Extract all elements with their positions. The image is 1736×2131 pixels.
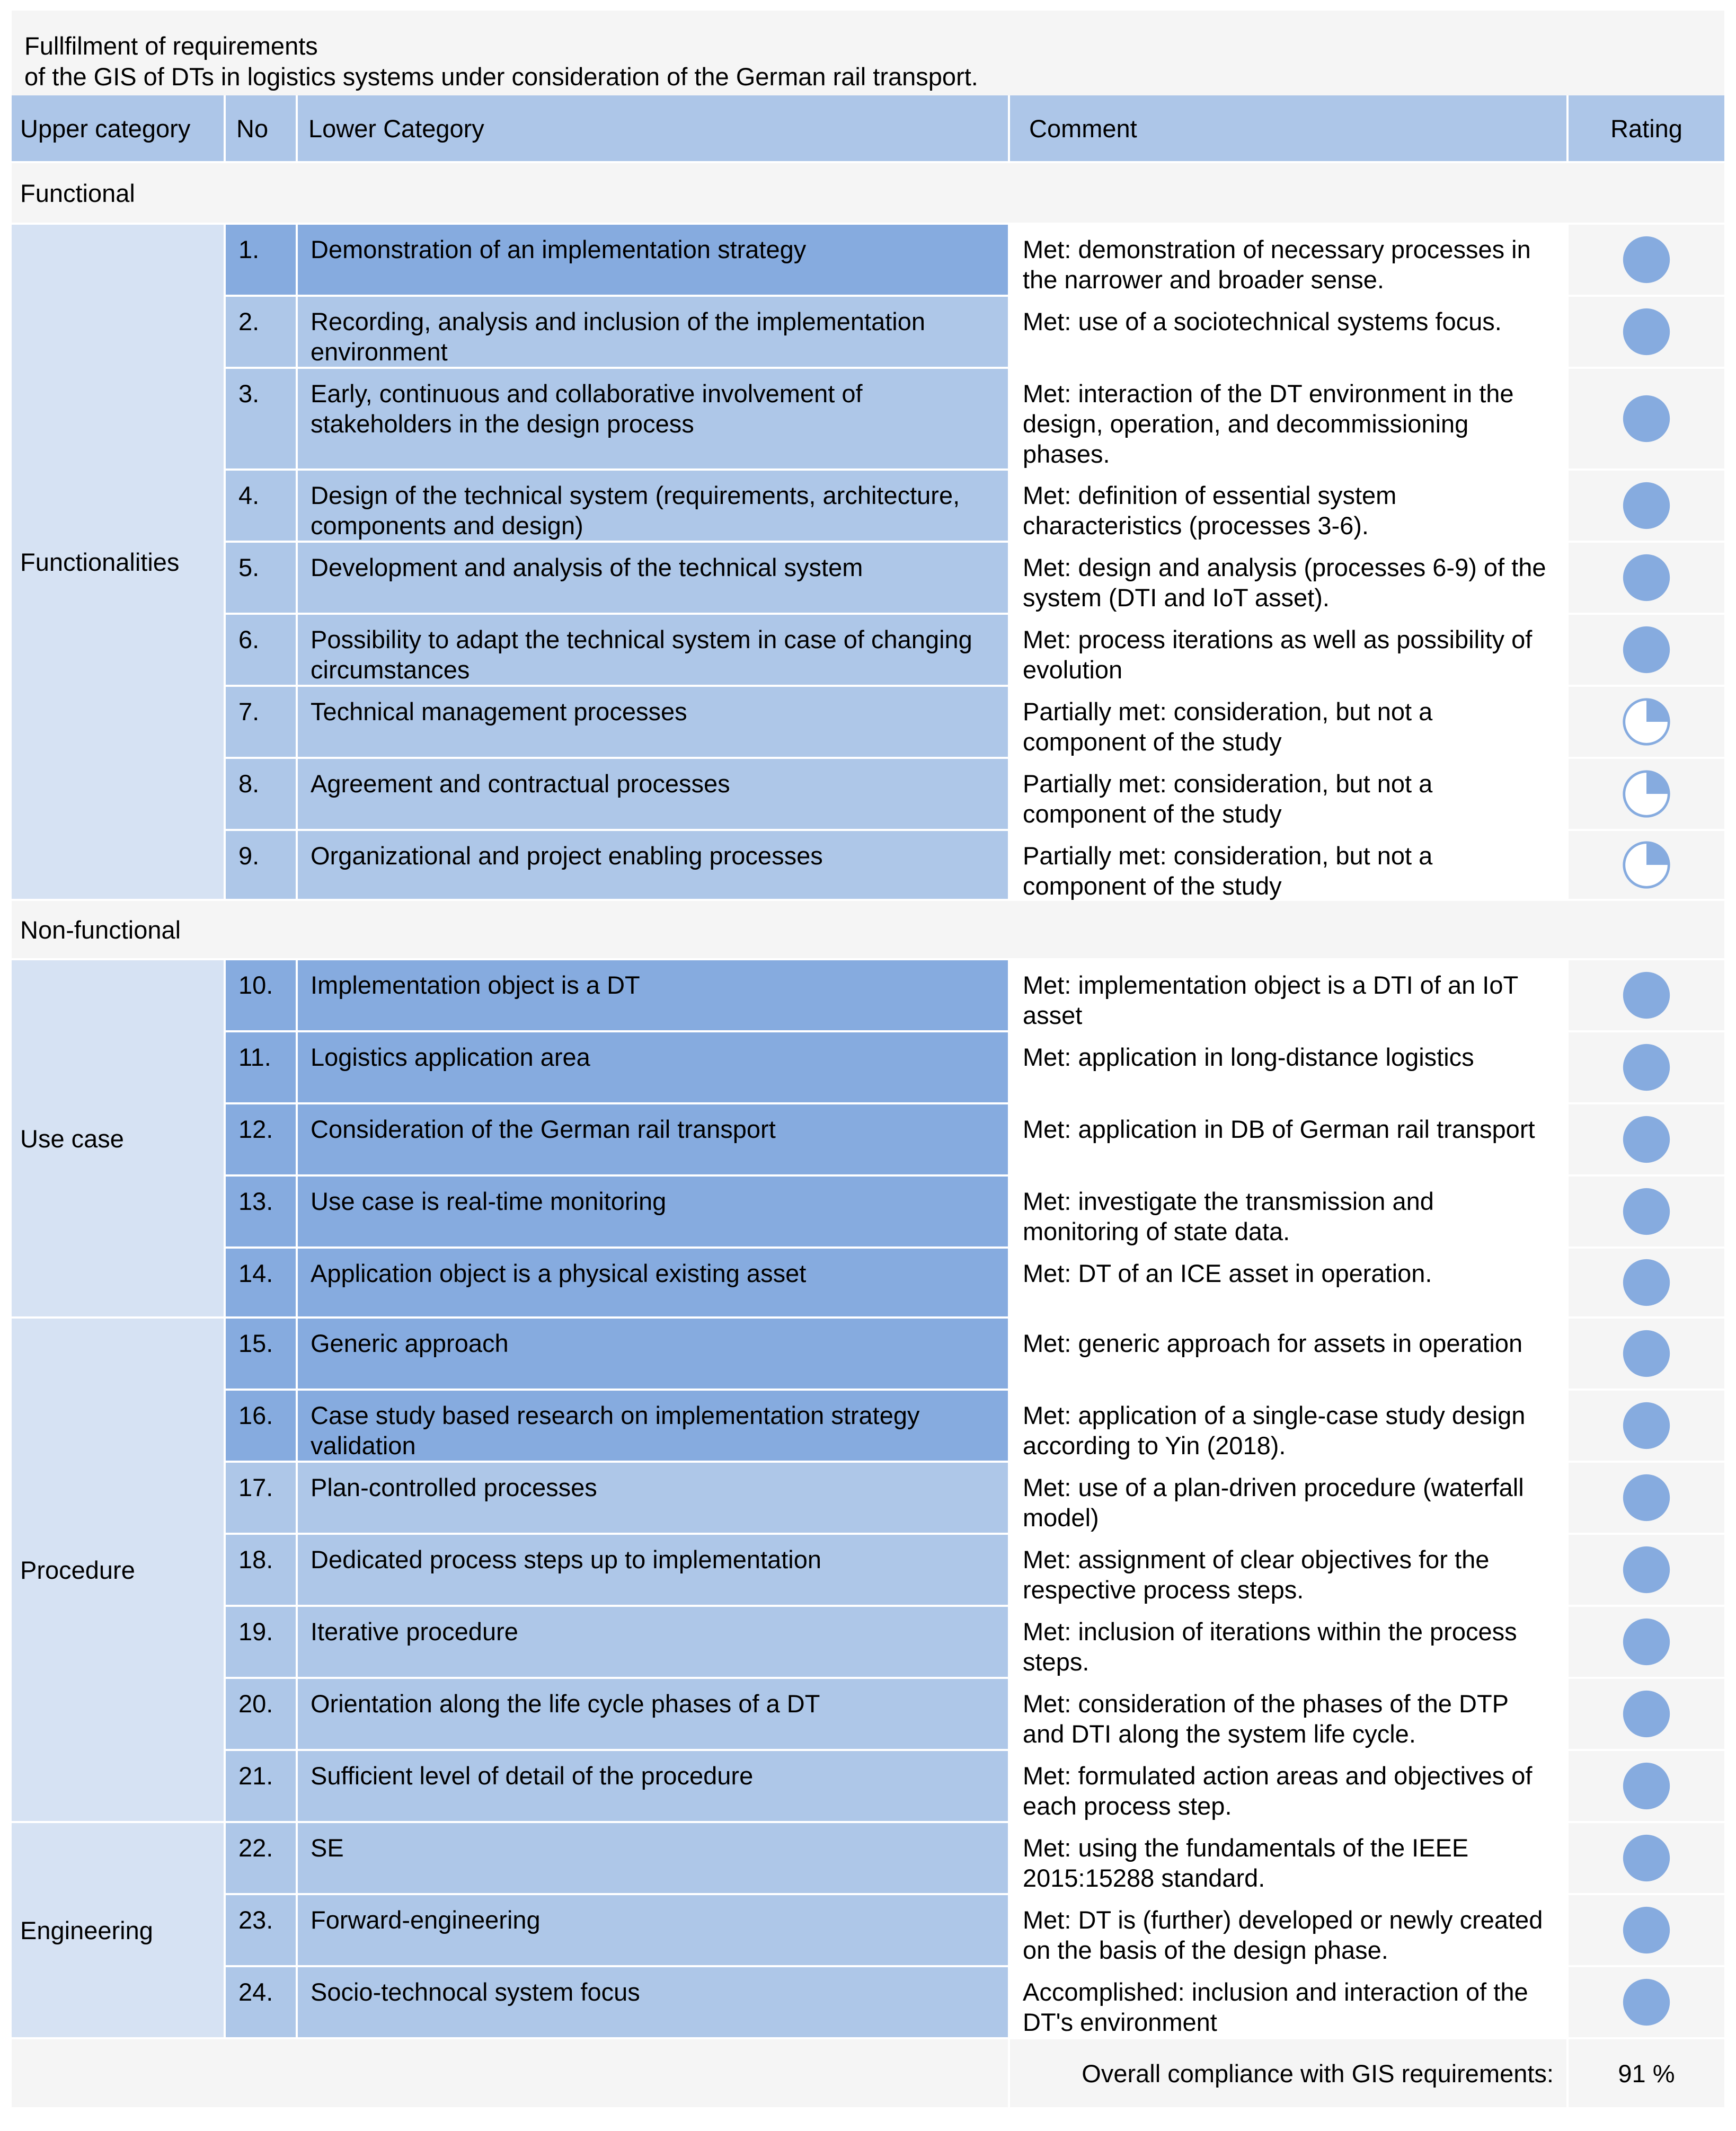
row-rating	[1569, 1751, 1724, 1821]
row-number: 13.	[226, 1177, 296, 1246]
row-rating	[1569, 1032, 1724, 1102]
row-number: 11.	[226, 1032, 296, 1102]
row-comment: Partially met: consideration, but not a component of the study	[1010, 687, 1566, 757]
row-comment: Met: application of a single-case study design according to Yin (2018).	[1010, 1391, 1566, 1461]
row-lower-category: Forward-engineering	[298, 1895, 1008, 1965]
row-comment: Met: process iterations as well as possibility of evolution	[1010, 615, 1566, 685]
row-comment: Accomplished: inclusion and interaction of the DT's environment	[1010, 1967, 1566, 2037]
row-number: 7.	[226, 687, 296, 757]
row-comment: Met: use of a sociotechnical systems focus.	[1010, 297, 1566, 367]
row-lower-category: Early, continuous and collaborative involvement of stakeholders in the design process	[298, 369, 1008, 468]
header-upper-category: Upper category	[12, 95, 224, 161]
row-number: 22.	[226, 1823, 296, 1893]
row-number: 18.	[226, 1535, 296, 1605]
section-non-functional: Non-functional	[12, 901, 1724, 958]
row-number: 1.	[226, 225, 296, 295]
row-lower-category: Socio-technocal system focus	[298, 1967, 1008, 2037]
row-rating	[1569, 369, 1724, 468]
section-functional: Functional	[12, 163, 1724, 223]
row-number: 20.	[226, 1679, 296, 1749]
row-comment: Met: inclusion of iterations within the process steps.	[1010, 1607, 1566, 1677]
upper-category-procedure: Procedure	[12, 1319, 224, 1821]
row-rating	[1569, 615, 1724, 685]
row-number: 14.	[226, 1249, 296, 1316]
row-comment: Met: DT is (further) developed or newly created on the basis of the design phase.	[1010, 1895, 1566, 1965]
row-rating	[1569, 1104, 1724, 1174]
row-number: 19.	[226, 1607, 296, 1677]
header-rating: Rating	[1569, 95, 1724, 161]
row-comment: Partially met: consideration, but not a component of the study	[1010, 831, 1566, 899]
row-comment: Met: interaction of the DT environment in the design, operation, and decommissioning phases.	[1010, 369, 1566, 468]
row-number: 3.	[226, 369, 296, 468]
overall-compliance-value: 91 %	[1569, 2039, 1724, 2107]
row-lower-category: Organizational and project enabling processes	[298, 831, 1008, 899]
row-comment: Met: implementation object is a DTI of an IoT asset	[1010, 960, 1566, 1030]
row-comment: Met: application in DB of German rail transport	[1010, 1104, 1566, 1174]
row-number: 24.	[226, 1967, 296, 2037]
table-title	[12, 11, 1724, 95]
upper-category-functionalities: Functionalities	[12, 225, 224, 899]
row-lower-category: SE	[298, 1823, 1008, 1893]
row-rating	[1569, 1607, 1724, 1677]
row-rating	[1569, 831, 1724, 899]
row-number: 4.	[226, 471, 296, 541]
row-lower-category: Generic approach	[298, 1319, 1008, 1389]
row-lower-category: Iterative procedure	[298, 1607, 1008, 1677]
row-number: 6.	[226, 615, 296, 685]
title-line-1: Fullfilment of requirements	[24, 32, 318, 60]
row-lower-category: Use case is real-time monitoring	[298, 1177, 1008, 1246]
row-lower-category: Development and analysis of the technical system	[298, 543, 1008, 613]
row-rating	[1569, 1823, 1724, 1893]
row-comment: Met: design and analysis (processes 6-9) of the system (DTI and IoT asset).	[1010, 543, 1566, 613]
header-comment: Comment	[1010, 95, 1566, 161]
row-lower-category: Application object is a physical existing asset	[298, 1249, 1008, 1316]
row-number: 2.	[226, 297, 296, 367]
row-lower-category: Orientation along the life cycle phases of a DT	[298, 1679, 1008, 1749]
upper-category-use-case: Use case	[12, 960, 224, 1316]
row-number: 23.	[226, 1895, 296, 1965]
row-comment: Met: investigate the transmission and monitoring of state data.	[1010, 1177, 1566, 1246]
row-lower-category: Recording, analysis and inclusion of the implementation environment	[298, 297, 1008, 367]
row-number: 21.	[226, 1751, 296, 1821]
row-comment: Met: definition of essential system characteristics (processes 3-6).	[1010, 471, 1566, 541]
row-rating	[1569, 1895, 1724, 1965]
row-rating	[1569, 225, 1724, 295]
row-comment: Met: use of a plan-driven procedure (waterfall model)	[1010, 1463, 1566, 1533]
row-number: 17.	[226, 1463, 296, 1533]
row-lower-category: Implementation object is a DT	[298, 960, 1008, 1030]
row-comment: Met: consideration of the phases of the DTP and DTI along the system life cycle.	[1010, 1679, 1566, 1749]
row-rating	[1569, 1177, 1724, 1246]
header-no: No	[226, 95, 296, 161]
row-lower-category: Design of the technical system (requirements, architecture, components and design)	[298, 471, 1008, 541]
row-lower-category: Agreement and contractual processes	[298, 759, 1008, 829]
row-lower-category: Dedicated process steps up to implementation	[298, 1535, 1008, 1605]
row-number: 16.	[226, 1391, 296, 1461]
row-number: 9.	[226, 831, 296, 899]
row-comment: Met: DT of an ICE asset in operation.	[1010, 1249, 1566, 1316]
row-rating	[1569, 1967, 1724, 2037]
row-number: 8.	[226, 759, 296, 829]
row-lower-category: Sufficient level of detail of the procedure	[298, 1751, 1008, 1821]
row-lower-category: Plan-controlled processes	[298, 1463, 1008, 1533]
overall-compliance-label: Overall compliance with GIS requirements:	[1010, 2039, 1566, 2107]
row-rating	[1569, 1679, 1724, 1749]
row-rating	[1569, 297, 1724, 367]
row-rating	[1569, 543, 1724, 613]
row-comment: Met: demonstration of necessary processes in the narrower and broader sense.	[1010, 225, 1566, 295]
row-number: 12.	[226, 1104, 296, 1174]
row-comment: Met: using the fundamentals of the IEEE 2015:15288 standard.	[1010, 1823, 1566, 1893]
row-rating	[1569, 1391, 1724, 1461]
row-number: 15.	[226, 1319, 296, 1389]
row-rating	[1569, 687, 1724, 757]
row-comment: Met: assignment of clear objectives for the respective process steps.	[1010, 1535, 1566, 1605]
row-rating	[1569, 471, 1724, 541]
row-comment: Met: application in long-distance logistics	[1010, 1032, 1566, 1102]
row-number: 5.	[226, 543, 296, 613]
header-lower-category: Lower Category	[298, 95, 1008, 161]
footer-left-spacer	[12, 2039, 1008, 2107]
row-lower-category: Logistics application area	[298, 1032, 1008, 1102]
row-comment: Met: formulated action areas and objectives of each process step.	[1010, 1751, 1566, 1821]
row-lower-category: Case study based research on implementation strategy validation	[298, 1391, 1008, 1461]
row-lower-category: Consideration of the German rail transport	[298, 1104, 1008, 1174]
upper-category-engineering: Engineering	[12, 1823, 224, 2037]
row-comment: Partially met: consideration, but not a component of the study	[1010, 759, 1566, 829]
row-rating	[1569, 1249, 1724, 1316]
row-rating	[1569, 1535, 1724, 1605]
row-rating	[1569, 1319, 1724, 1389]
row-comment: Met: generic approach for assets in operation	[1010, 1319, 1566, 1389]
row-lower-category: Technical management processes	[298, 687, 1008, 757]
title-line-2: of the GIS of DTs in logistics systems under consideration of the German rail transport.	[24, 63, 978, 91]
row-lower-category: Possibility to adapt the technical system in case of changing circumstances	[298, 615, 1008, 685]
row-rating	[1569, 759, 1724, 829]
row-lower-category: Demonstration of an implementation strategy	[298, 225, 1008, 295]
row-number: 10.	[226, 960, 296, 1030]
row-rating	[1569, 1463, 1724, 1533]
row-rating	[1569, 960, 1724, 1030]
